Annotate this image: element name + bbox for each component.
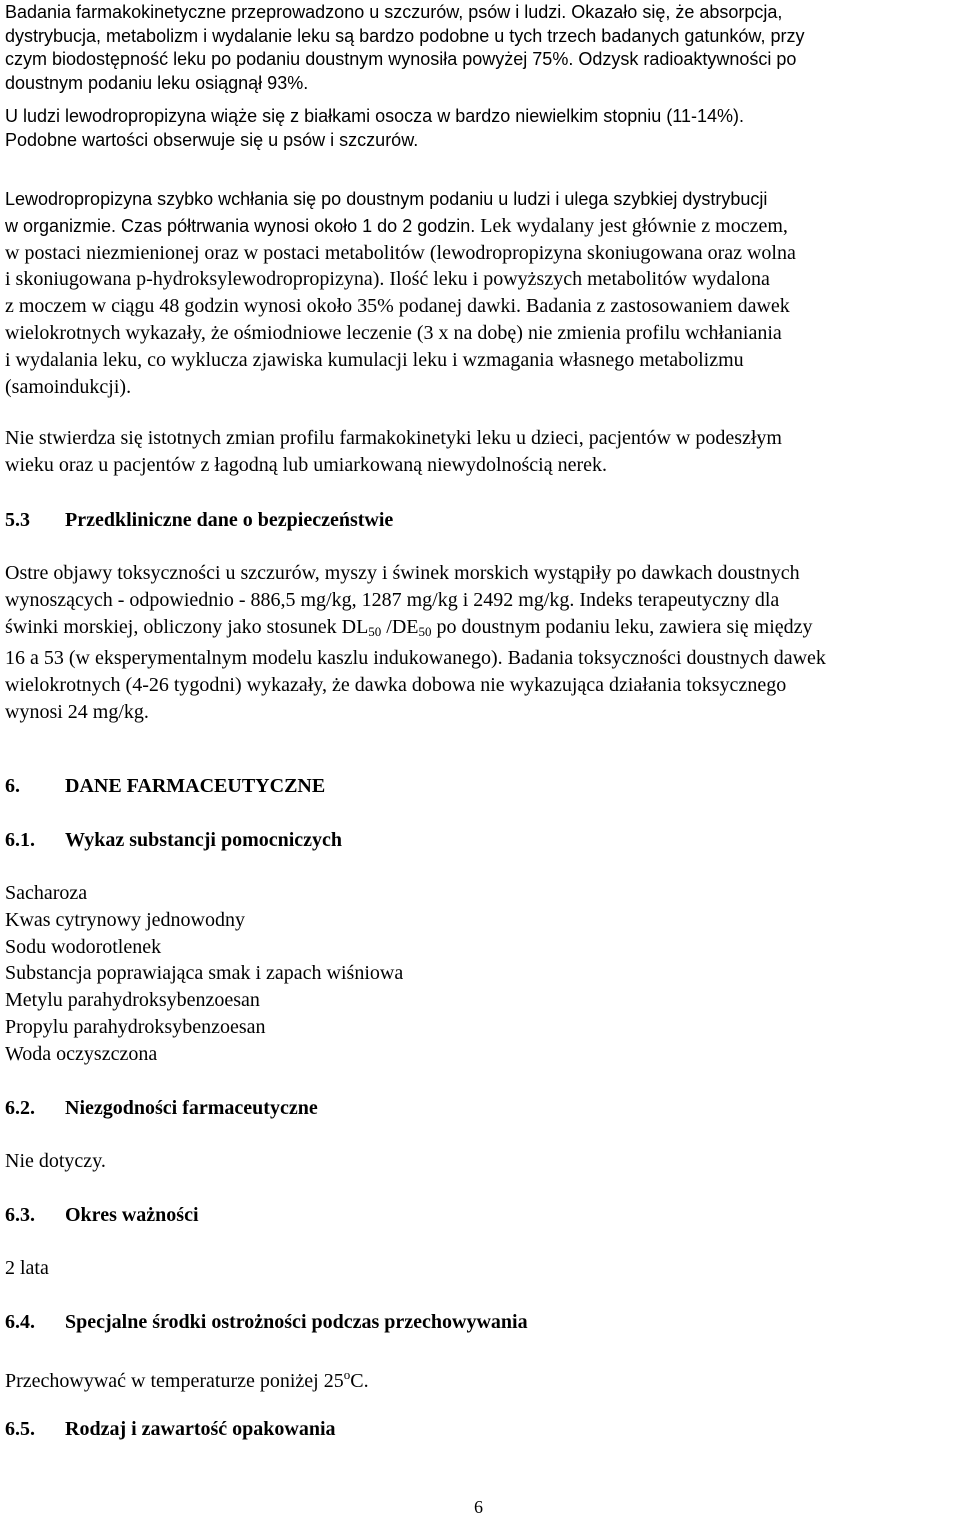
excipient-item: Woda oczyszczona [5,1042,158,1065]
excipient-item: Sacharoza [5,882,88,904]
section-title: Okres ważności [65,1204,199,1226]
section-number: 6.3. [5,1204,35,1226]
preclinical-text-c: po doustnym podaniu leku, zawiera się między 16 a 53 (w eksperymentalnym modelu kaszlu indukowanego). Badania toksyczności doustnych dawek wielokrotnych (4-26 tygodni) wykazały, że dawka dobowa nie wykazująca działania toksycznego wynosi 24 mg/kg. [5,615,826,723]
degree-superscript: o [343,1367,351,1382]
excipient-item: Propylu parahydroksybenzoesan [5,1015,266,1038]
pk-paragraph-3-half-life: Czas półtrwania wynosi około 1 do 2 godzin. [116,215,476,236]
page-number: 6 [474,1497,483,1517]
section-title: DANE FARMACEUTYCZNE [65,775,326,797]
section-6-4-heading [5,1309,528,1335]
section-6-2-heading [5,1095,318,1121]
section-5-3-heading [5,507,393,533]
preclinical-text-a: Ostre objawy toksyczności u szczurów, myszy i świnek morskich wystąpiły po dawkach doustnych wynoszących - odpowiednio - 886,5 mg/kg, 1287 mg/kg i 2492 mg/kg. Indeks terapeutyczny dla świnki morskiej, obliczony jako stosunek DL [5,562,800,638]
section-title: Przedkliniczne dane o bezpieczeństwie [65,509,394,531]
pk-paragraph-3-excretion: Lek wydalany jest głównie z moczem, w postaci niezmienionej oraz w postaci metabolitów (lewodropropizyna skoniugowana oraz wolna i skoniugowana p-hydroksylewodropropizyna). Ilość leku i powyższych metabolitów wydalona z moczem w ciągu 48 godzin wynosi około 35% podanej dawki. Badania z zastosowaniem dawek wielokrotnych wykazały, że ośmiodniowe leczenie (3 x na dobę) nie zmienia profilu wchłaniania i wydalania leku, co wyklucza zjawiska kumulacji leku i wzmagania własnego metabolizmu (samoindukcji). [5,214,796,398]
storage-text-a: Przechowywać w temperaturze poniżej 25 [5,1370,344,1392]
pk-paragraph-3-absorption: Lewodropropizyna szybko wchłania się po doustnym podaniu u ludzi i ulega szybkiej dystrybucji w organizmie. [5,189,768,236]
storage-text [5,1362,369,1395]
section-6-1-heading [5,827,342,853]
excipients-list [5,880,403,1068]
ed50-subscript: 50 [418,623,432,639]
document-page [5,0,960,1517]
section-6-3-heading [5,1202,199,1228]
pk-paragraph-3 [5,186,960,400]
preclinical-paragraph [5,560,960,726]
incompatibilities-text: Nie dotyczy. [5,1150,106,1172]
section-number: 6.1. [5,829,35,851]
excipient-item: Substancja poprawiająca smak i zapach wiśniowa [5,962,404,985]
excipient-item: Sodu wodorotlenek [5,935,162,958]
excipient-item: Kwas cytrynowy jednowodny [5,908,245,931]
section-title: Rodzaj i zawartość opakowania [65,1418,336,1440]
shelf-life-text: 2 lata [5,1257,49,1279]
section-title: Specjalne środki ostrożności podczas przechowywania [65,1311,528,1333]
pk-paragraph-2: U ludzi lewodropropizyna wiąże się z białkami osocza w bardzo niewielkim stopniu (11-14%). Podobne wartości obserwuje się u psów i szczurów. [5,106,744,150]
ld50-subscript: 50 [368,623,382,639]
section-number: 6.2. [5,1097,35,1119]
section-title: Wykaz substancji pomocniczych [65,829,343,851]
section-6-heading [5,773,325,799]
section-6-5-heading [5,1416,336,1442]
section-number: 6. [5,775,20,797]
pk-paragraph-4: Nie stwierdza się istotnych zmian profilu farmakokinetyki leku u dzieci, pacjentów w podeszłym wieku oraz u pacjentów z łagodną lub umiarkowaną niewydolnością nerek. [5,427,782,476]
section-title: Niezgodności farmaceutyczne [65,1097,318,1119]
section-number: 6.5. [5,1418,35,1440]
preclinical-text-b: /DE [381,615,419,638]
section-number: 5.3 [5,509,30,531]
excipient-item: Metylu parahydroksybenzoesan [5,989,260,1012]
pk-paragraph-1: Badania farmakokinetyczne przeprowadzono u szczurów, psów i ludzi. Okazało się, że absorpcja, dystrybucja, metabolizm i wydalanie leku są bardzo podobne u tych trzech badanych gatunków, przy czym biodostępność leku po podaniu doustnym wynosiła powyżej 75%. Odzysk radioaktywności po doustnym podaniu leku osiągnął 93%. [5,2,805,93]
storage-text-b: C. [350,1370,369,1392]
section-number: 6.4. [5,1311,35,1333]
